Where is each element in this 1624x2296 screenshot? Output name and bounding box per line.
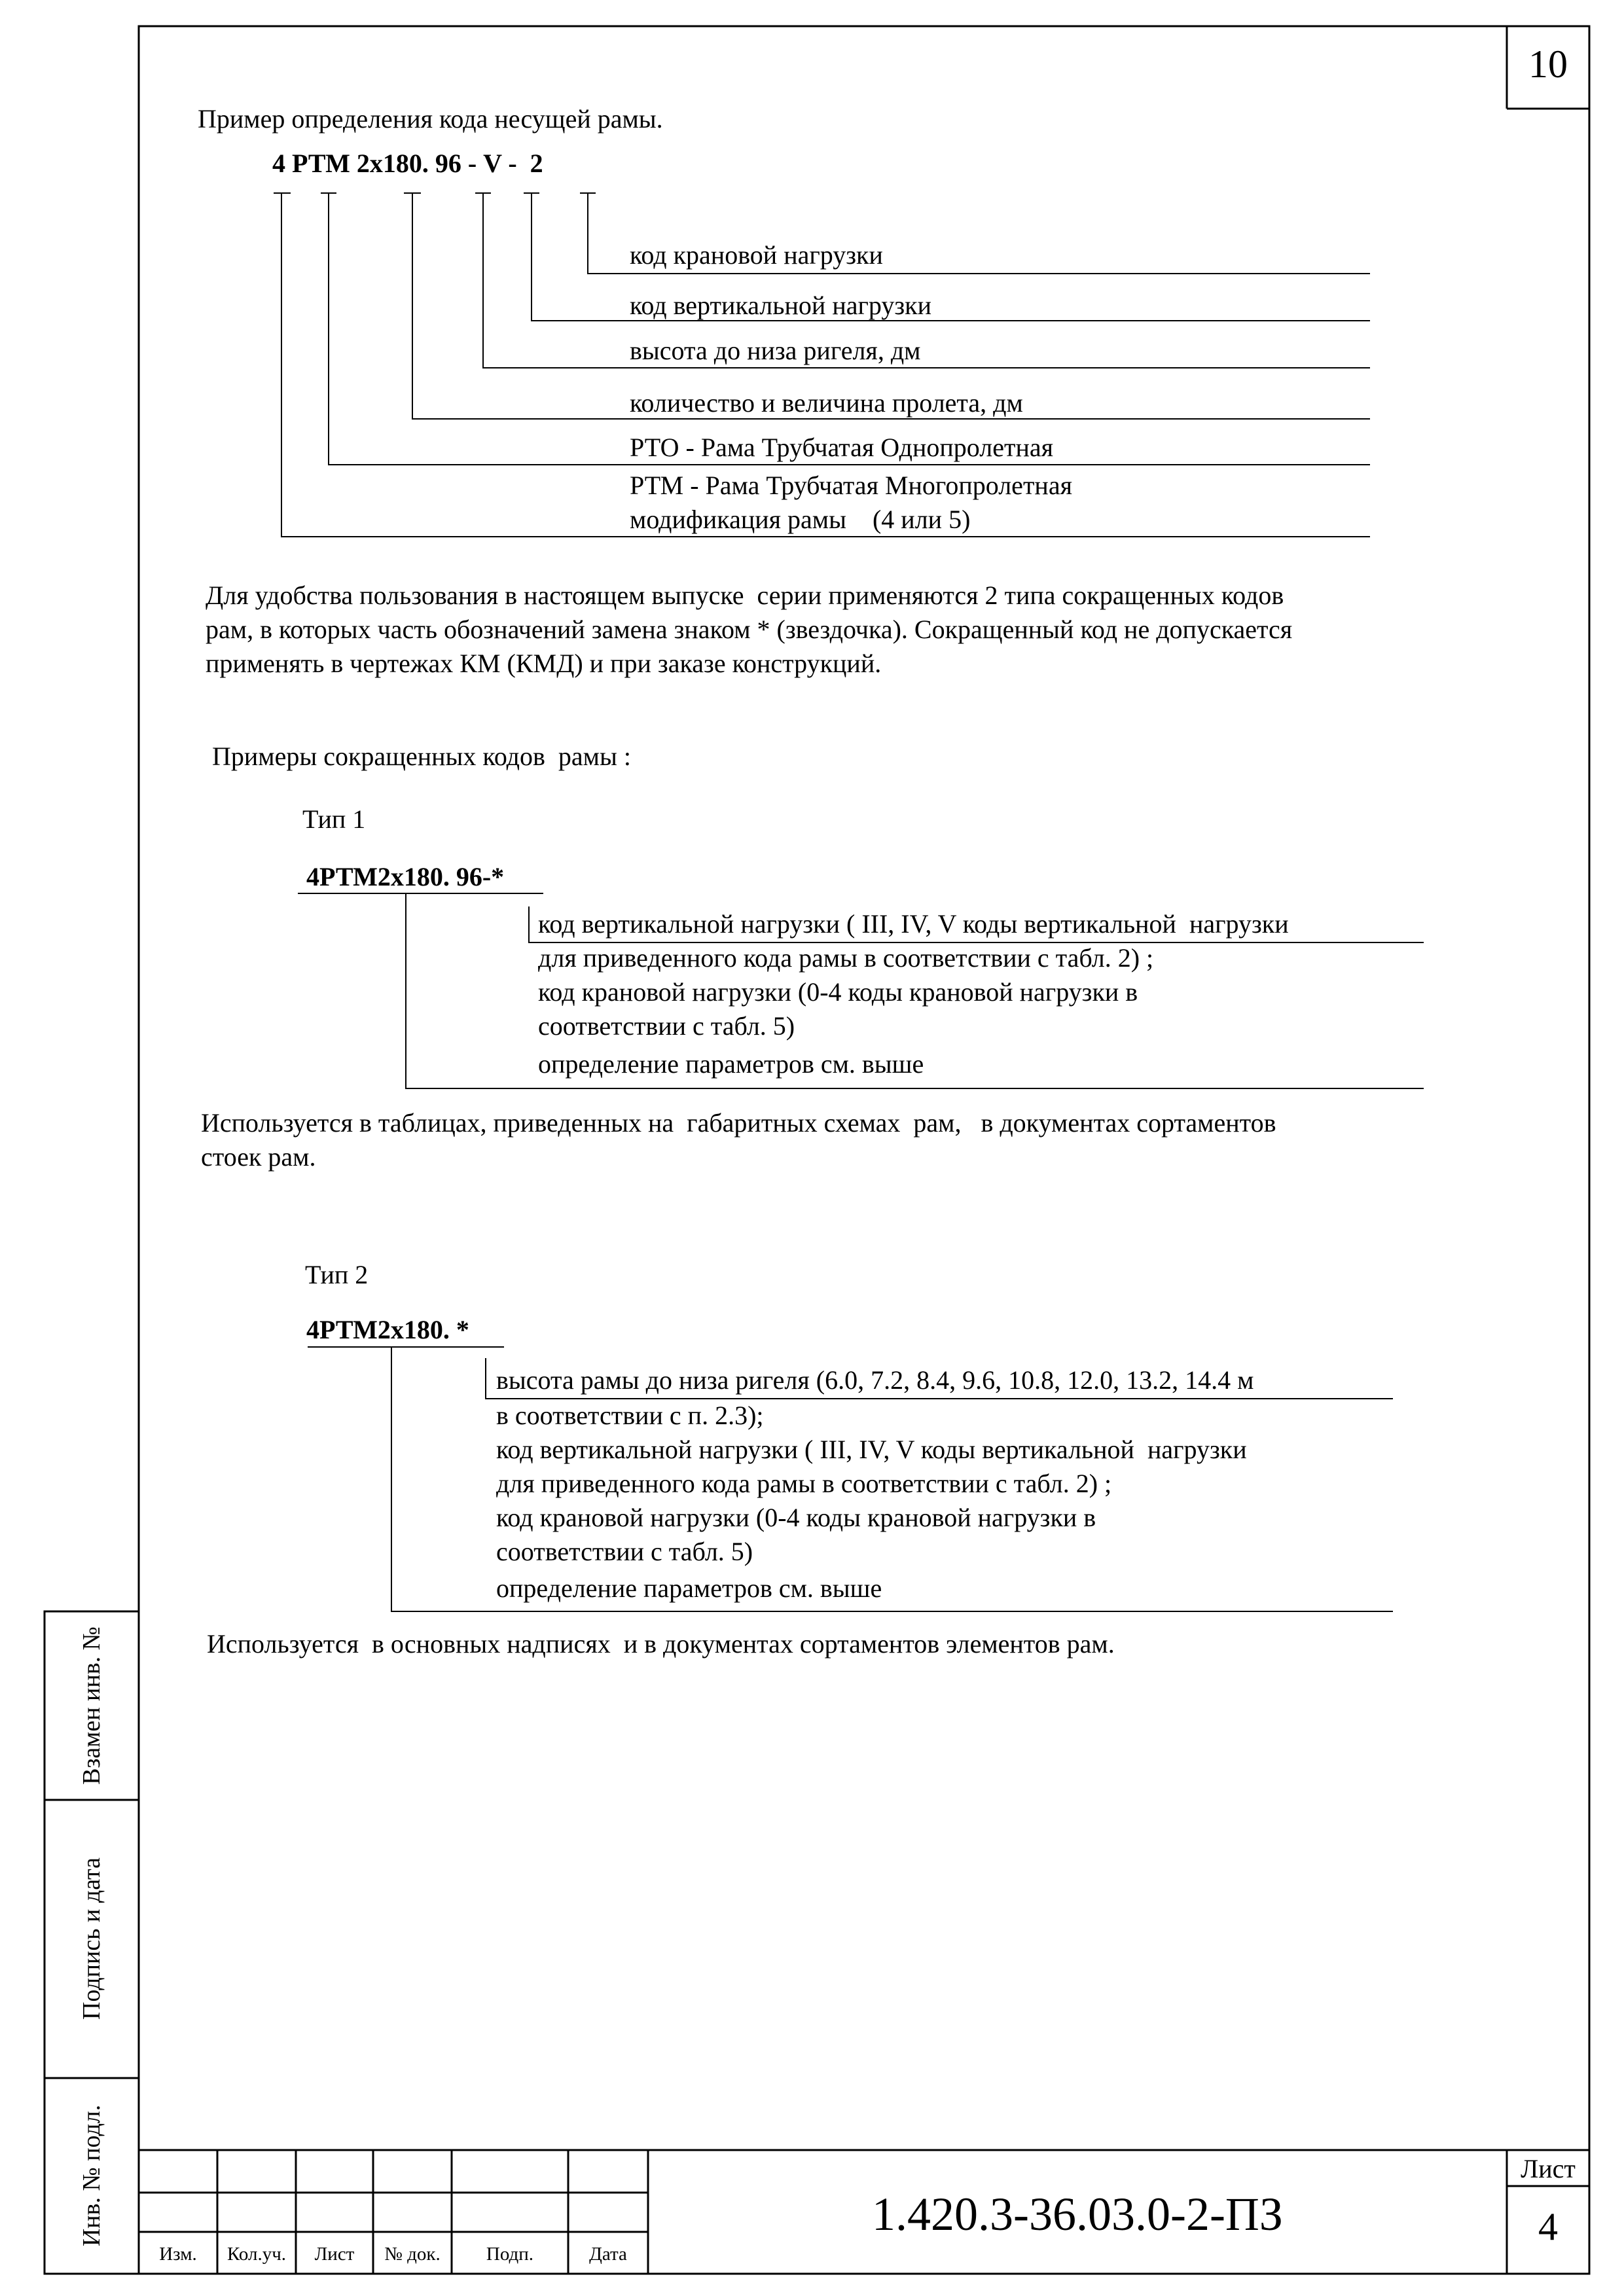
paragraph-line-2: рам, в которых часть обозначений замена знаком * (звездочка). Сокращенный код не допускается (206, 615, 1293, 644)
type2-line-6: соответствии с табл. 5) (496, 1537, 753, 1566)
legend-rtm: РТМ - Рама Трубчатая Многопролетная (630, 471, 1072, 500)
type1-code: 4РТМ2х180. 96-* (306, 862, 505, 891)
legend-span: количество и величина пролета, дм (630, 388, 1023, 418)
stamp-podpis: Подпись и дата (78, 1857, 105, 2020)
header-doc-no: № док. (384, 2244, 441, 2265)
legend-height: высота до низа ригеля, дм (630, 336, 921, 365)
legend-vertical-load: код вертикальной нагрузки (630, 291, 931, 320)
legend-modification: модификация рамы (4 или 5) (630, 505, 971, 534)
type2-usage: Используется в основных надписях и в документах сортаментов элементов рам. (207, 1629, 1115, 1659)
code-example: 4 РТМ 2х180. 96 - V - 2 (272, 149, 543, 178)
stamp-inv: Инв. № подл. (78, 2104, 105, 2247)
paragraph-line-3: применять в чертежах КМ (КМД) и при заказе конструкций. (206, 649, 882, 678)
intro-text: Пример определения кода несущей рамы. (198, 104, 663, 134)
paragraph-line-1: Для удобства пользования в настоящем выпуске серии применяются 2 типа сокращенных кодов (206, 581, 1284, 610)
type2-line-7: определение параметров см. выше (496, 1573, 882, 1603)
type1-line-2: для приведенного кода рамы в соответствии с табл. 2) ; (538, 943, 1154, 973)
sheet-label: Лист (1521, 2154, 1576, 2183)
type2-code: 4РТМ2х180. * (306, 1315, 469, 1344)
page-number: 10 (1528, 43, 1568, 86)
type2-line-5: код крановой нагрузки (0-4 коды крановой нагрузки в (496, 1503, 1096, 1532)
type1-usage-1: Используется в таблицах, приведенных на габаритных схемах рам, в документах сортаментов (201, 1108, 1276, 1138)
type1-usage-2: стоек рам. (201, 1142, 316, 1172)
header-data: Дата (589, 2244, 627, 2265)
header-izm: Изм. (159, 2244, 197, 2265)
header-list: Лист (314, 2244, 355, 2265)
legend-crane-load: код крановой нагрузки (630, 240, 883, 270)
type1-line-3: код крановой нагрузки (0-4 коды крановой нагрузки в (538, 977, 1138, 1007)
type1-title: Тип 1 (302, 804, 366, 834)
type2-line-2: в соответствии с п. 2.3); (496, 1401, 764, 1430)
type1-line-1: код вертикальной нагрузки ( III, IV, V коды вертикальной нагрузки (538, 909, 1289, 939)
header-kol-uch: Кол.уч. (226, 2244, 287, 2265)
sheet-number: 4 (1538, 2205, 1558, 2248)
type1-line-4: соответствии с табл. 5) (538, 1011, 795, 1041)
type1-line-5: определение параметров см. выше (538, 1049, 924, 1079)
header-podp: Подп. (486, 2244, 534, 2265)
legend-rto: РТО - Рама Трубчатая Однопролетная (630, 433, 1054, 462)
examples-title: Примеры сокращенных кодов рамы : (212, 742, 631, 771)
type2-line-4: для приведенного кода рамы в соответствии с табл. 2) ; (496, 1469, 1112, 1498)
stamp-vzamen: Взамен инв. № (78, 1626, 105, 1785)
type2-title: Тип 2 (305, 1260, 369, 1289)
type2-line-3: код вертикальной нагрузки ( III, IV, V коды вертикальной нагрузки (496, 1435, 1247, 1464)
type2-line-1: высота рамы до низа ригеля (6.0, 7.2, 8.4, 9.6, 10.8, 12.0, 13.2, 14.4 м (496, 1365, 1254, 1395)
document-designation: 1.420.3-36.03.0-2-ПЗ (872, 2188, 1283, 2240)
